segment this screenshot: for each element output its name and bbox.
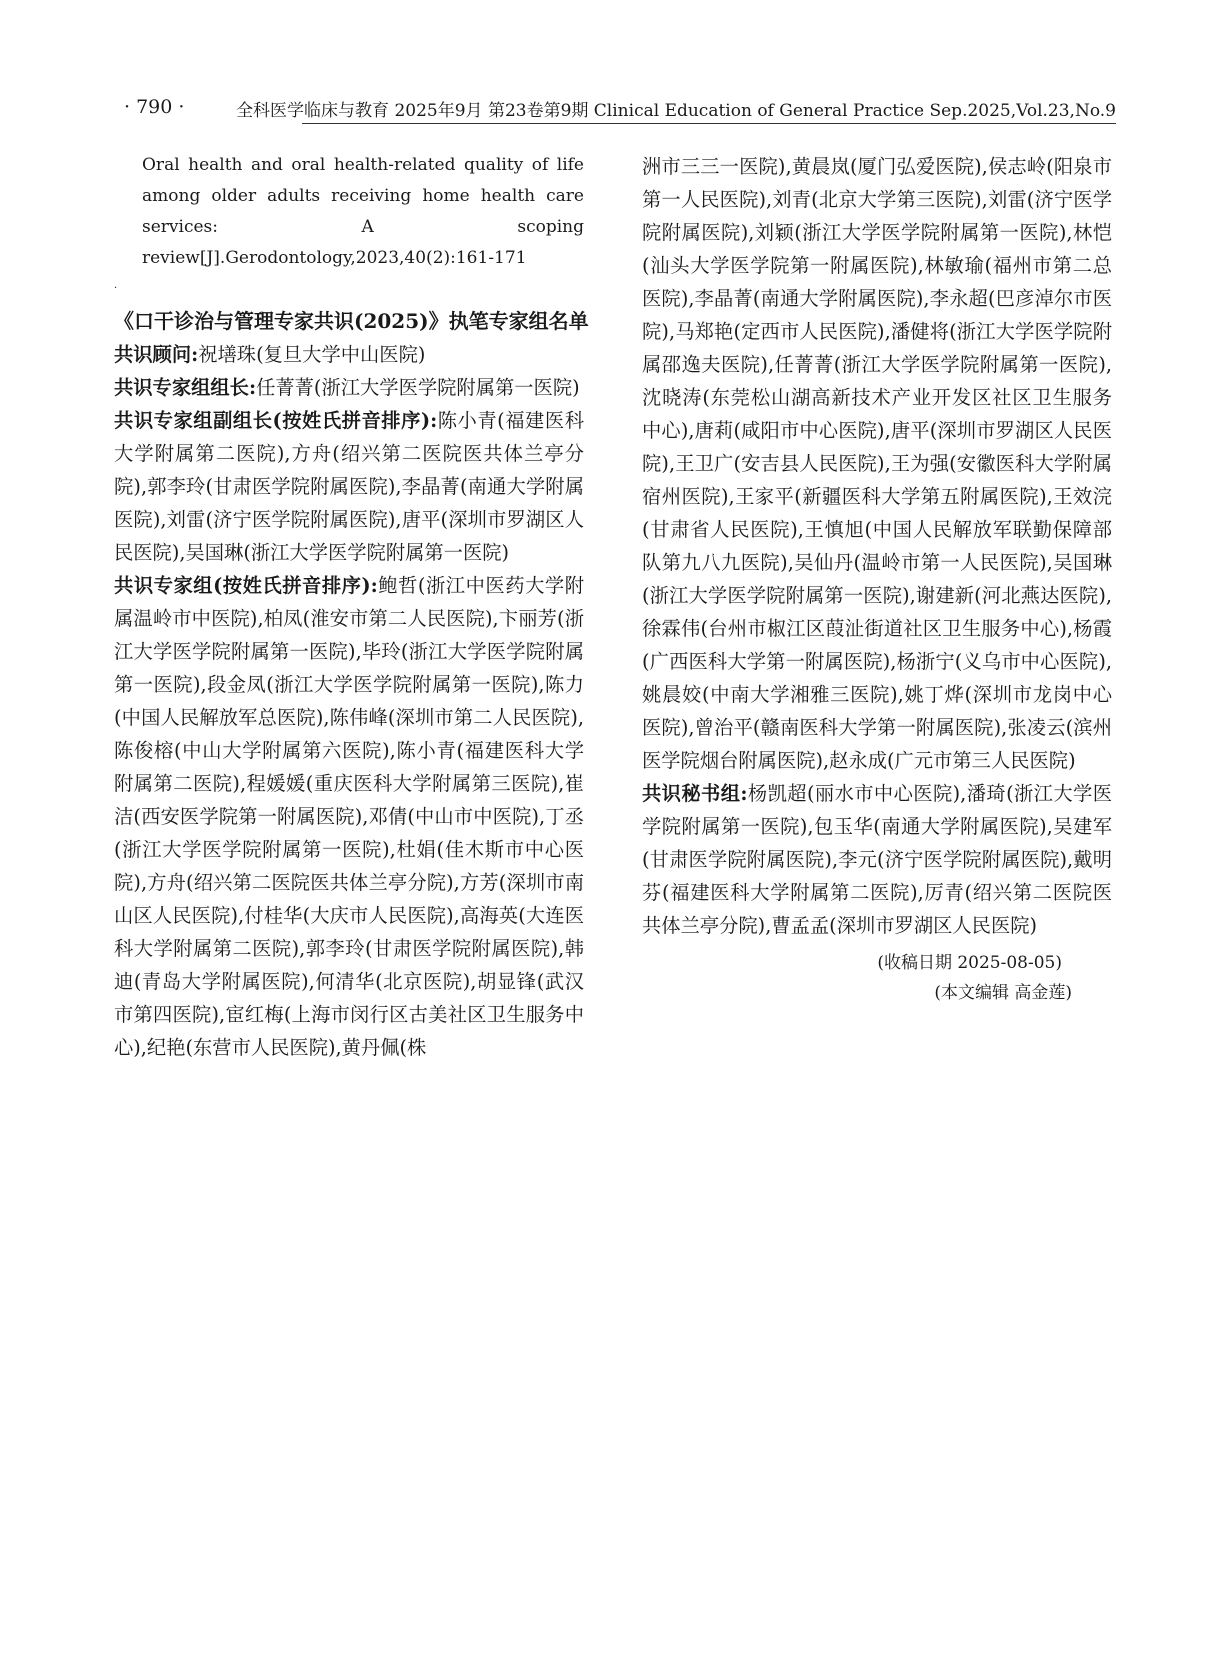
separator-dot: · — [114, 283, 118, 294]
expert-list-title: 《口干诊治与管理专家共识(2025)》执笔专家组名单 — [114, 309, 589, 333]
members-text-left: 鲍哲(浙江中医药大学附属温岭市中医院),柏凤(淮安市第二人民医院),卞丽芳(浙江大学医学院附属第一医院),毕玲(浙江大学医学院附属第一医院),段金凤(浙江大学医学院附属第一医院),陈力(中国人民解放军总医院),陈伟峰(深圳市第二人民医院),陈俊榕(中山大学附属第六医院),陈小青(福建医科大学附属第二医院),程媛媛(重庆医科大学附属第三医院),崔洁(西安医学院第一附属医院),邓倩(中山市中医院),丁丞(浙江大学医学院附属第一医院),杜娟(佳木斯市中心医院),方舟(绍兴第二医院医共体兰亭分院),方芳(深圳市南山区人民医院),付桂华(大庆市人民医院),高海英(大连医科大学附属第二医院),郭李玲(甘肃医学院附属医院),韩迪(青岛大学附属医院),何清华(北京医院),胡显锋(武汉市第四医院),宦红梅(上海市闵行区古美社区卫生服务中心),纪艳(东营市人民医院),黄丹佩(株 — [114, 574, 584, 1059]
adviser-text: 祝墡珠(复旦大学中山医院) — [198, 343, 426, 366]
members-paragraph — [114, 569, 584, 1064]
right-column — [642, 150, 1112, 1008]
secretary-text: 杨凯超(丽水市中心医院),潘琦(浙江大学医学院附属第一医院),包玉华(南通大学附属医院),吴建军(甘肃医学院附属医院),李元(济宁医学院附属医院),戴明芬(福建医科大学附属第二医院),厉青(绍兴第二医院医共体兰亭分院),曹孟孟(深圳市罗湖区人民医院) — [642, 782, 1112, 937]
secretary-paragraph — [642, 777, 1112, 942]
deputy-label: 共识专家组副组长(按姓氏拼音排序): — [114, 409, 438, 432]
left-column — [114, 150, 589, 1064]
leader-text: 任菁菁(浙江大学医学院附属第一医院) — [256, 376, 580, 399]
secretary-label: 共识秘书组: — [642, 782, 748, 805]
received-date: (收稿日期 2025-08-05) — [877, 953, 1062, 973]
members-paragraph-continued: 洲市三三一医院),黄晨岚(厦门弘爱医院),侯志岭(阳泉市第一人民医院),刘青(北京大学第三医院),刘雷(济宁医学院附属医院),刘颖(浙江大学医学院附属第一医院),林恺(汕头大学医学院第一附属医院),林敏瑜(福州市第二总医院),李晶菁(南通大学附属医院),李永超(巴彦淖尔市医院),马郑艳(定西市人民医院),潘健将(浙江大学医学院附属邵逸夫医院),任菁菁(浙江大学医学院附属第一医院),沈晓涛(东莞松山湖高新技术产业开发区社区卫生服务中心),唐莉(咸阳市中心医院),唐平(深圳市罗湖区人民医院),王卫广(安吉县人民医院),王为强(安徽医科大学附属宿州医院),王家平(新疆医科大学第五附属医院),王效浣(甘肃省人民医院),王慎旭(中国人民解放军联勤保障部队第九八九医院),吴仙丹(温岭市第一人民医院),吴国琳(浙江大学医学院附属第一医院),谢建新(河北燕达医院),徐霖伟(台州市椒江区葭沚街道社区卫生服务中心),杨霞(广西医科大学第一附属医院),杨浙宁(义乌市中心医院),姚晨姣(中南大学湘雅三医院),姚丁烨(深圳市龙岗中心医院),曾治平(赣南医科大学第一附属医院),张凌云(滨州医学院烟台附属医院),赵永成(广元市第三人民医院) — [642, 155, 1112, 772]
leader-paragraph — [114, 371, 584, 404]
adviser-label: 共识顾问: — [114, 343, 199, 366]
reference-entry: Oral health and oral health-related quality of life among older adults receiving home health care services: A scoping review[J].Gerodontology,2023,40(2):161-171 — [142, 155, 584, 268]
page-number: · 790 · — [124, 96, 185, 118]
running-header — [114, 96, 1116, 126]
deputy-paragraph — [114, 404, 584, 569]
leader-label: 共识专家组组长: — [114, 376, 257, 399]
adviser-paragraph — [114, 338, 584, 371]
deputy-text: 陈小青(福建医科大学附属第二医院),方舟(绍兴第二医院医共体兰亭分院),郭李玲(甘肃医学院附属医院),李晶菁(南通大学附属医院),刘雷(济宁医学院附属医院),唐平(深圳市罗湖区人民医院),吴国琳(浙江大学医学院附属第一医院) — [114, 409, 584, 564]
header-rule — [302, 123, 1116, 124]
members-label: 共识专家组(按姓氏拼音排序): — [114, 574, 378, 597]
editor-credit: (本文编辑 高金莲) — [934, 983, 1072, 1003]
journal-info: 全科医学临床与教育 2025年9月 第23卷第9期 Clinical Education of General Practice Sep.2025,Vol.23,No.9 — [236, 101, 1116, 121]
